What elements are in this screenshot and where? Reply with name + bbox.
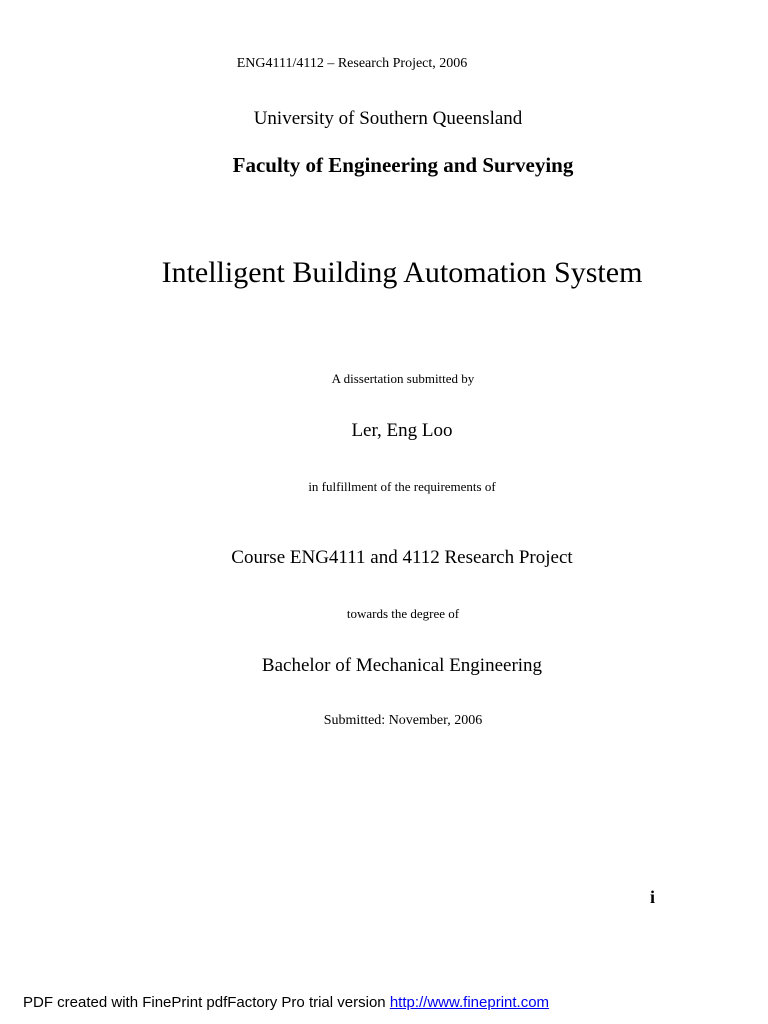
- fineprint-link[interactable]: http://www.fineprint.com: [389, 994, 550, 1011]
- faculty-name: Faculty of Engineering and Surveying: [232, 153, 574, 177]
- footer-text: PDF created with FinePrint pdfFactory Pro trial version: [23, 994, 386, 1011]
- degree-name: Bachelor of Mechanical Engineering: [261, 655, 543, 676]
- running-header: ENG4111/4112 – Research Project, 2006: [236, 56, 468, 71]
- page-number: i: [650, 887, 656, 907]
- university-name: University of Southern Queensland: [253, 108, 523, 129]
- submitted-by-text: A dissertation submitted by: [331, 371, 475, 386]
- course-name: Course ENG4111 and 4112 Research Project: [231, 547, 573, 568]
- dissertation-title: Intelligent Building Automation System: [161, 256, 643, 289]
- towards-degree-text: towards the degree of: [346, 606, 460, 621]
- pdf-footer: [23, 994, 549, 1011]
- submission-date: Submitted: November, 2006: [323, 713, 483, 728]
- fulfillment-text: in fulfillment of the requirements of: [308, 479, 496, 494]
- author-name: Ler, Eng Loo: [351, 420, 453, 441]
